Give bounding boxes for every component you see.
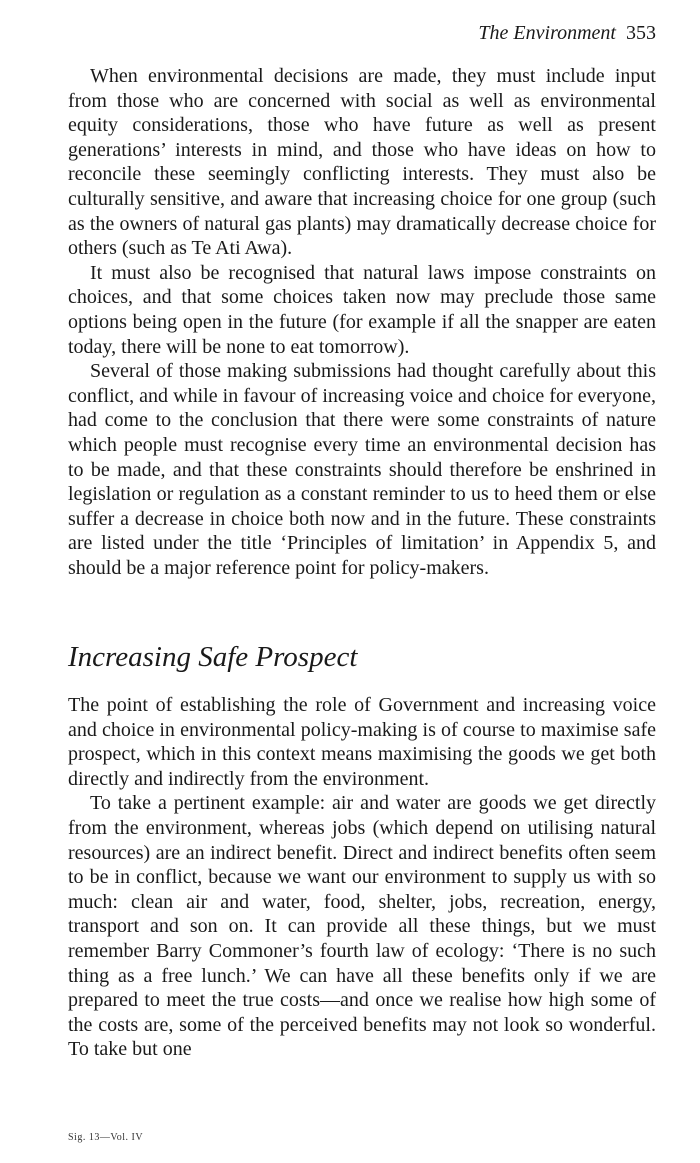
running-head-title: The Environment [478, 22, 616, 44]
paragraph: When environmental decisions are made, they must include input from those who are concerned with social as well as environmental equity considerations, those who have future as well as present generations’ interests in mind, and those who have ideas on how to reconcile these seemingly conflicting interests. They must also be culturally sensitive, and aware that increasing choice for one group (such as the owners of natural gas plants) may dramatically decrease choice for others (such as Te Ati Awa). [68, 65, 656, 260]
running-head [478, 22, 656, 45]
paragraph: To take a pertinent example: air and water are goods we get directly from the environment, whereas jobs (which depend on utilising natural resources) are an indirect benefit. Direct and indirect benefits often seem to be in conflict, because we want our environment to supply us with so much: clean air and water, food, shelter, jobs, recreation, energy, transport and son on. It can provide all these things, but we must remember Barry Commoner’s fourth law of ecology: ‘There is no such thing as a free lunch.’ We can have all these benefits only if we are prepared to meet the true costs—and once we realise how high some of the costs are, some of the perceived benefits may not look so wonderful. To take but one [68, 792, 656, 1061]
page-number: 353 [626, 22, 656, 44]
section-heading: Increasing Safe Prospect [68, 641, 358, 673]
body-text-top [68, 64, 656, 580]
paragraph: It must also be recognised that natural laws impose constraints on choices, and that some choices taken now may preclude those same options being open in the future (for example if all the snapper are eaten today, there will be none to eat tomorrow). [68, 261, 656, 358]
body-text-bottom [68, 693, 656, 1062]
paragraph: Several of those making submissions had thought carefully about this conflict, and while in favour of increasing voice and choice for everyone, had come to the conclusion that there were some constraints of nature which people must recognise every time an environmental decision has to be made, and that these constraints should therefore be enshrined in legislation or regulation as a constant reminder to us to heed them or else suffer a decrease in choice both now and in the future. These constraints are listed under the title ‘Principles of limitation’ in Appendix 5, and should be a major reference point for policy-makers. [68, 360, 656, 579]
paragraph: The point of establishing the role of Government and increasing voice and choice in environmental policy-making is of course to maximise safe prospect, which in this context means maximising the goods we get both directly and indirectly from the environment. [68, 694, 656, 790]
signature-mark: Sig. 13—Vol. IV [68, 1132, 144, 1143]
